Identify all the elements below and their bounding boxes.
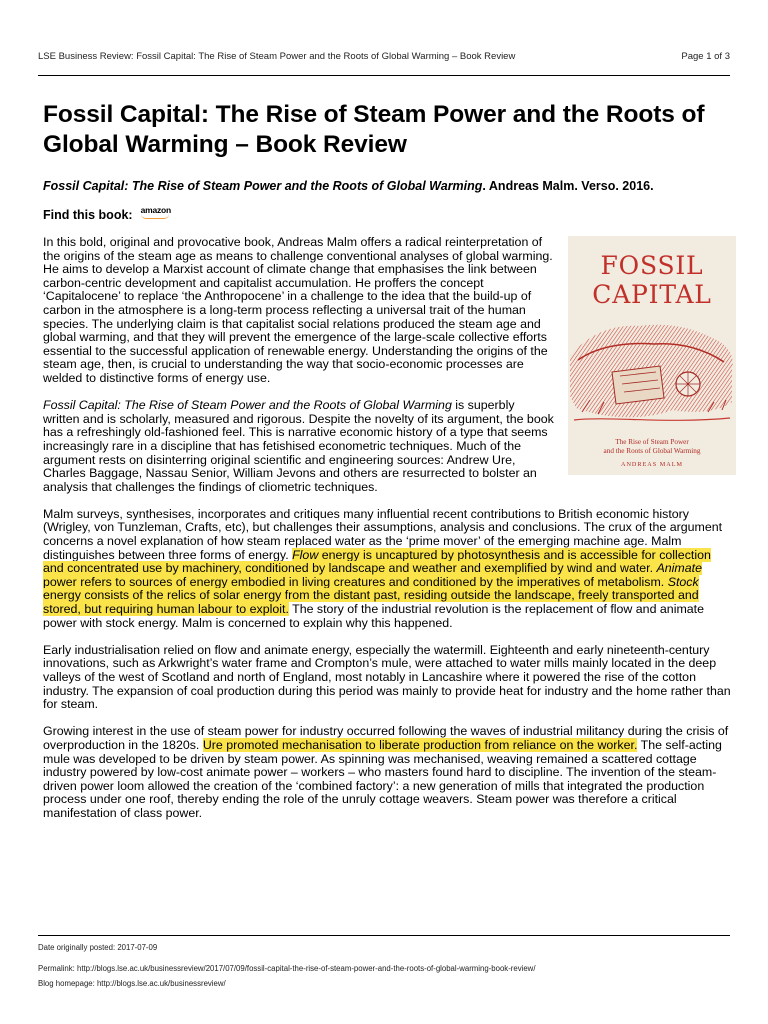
page-header: [38, 51, 730, 76]
definition-stock: energy consists of the relics of solar energy from the distant past, residing outside the landscape, freely transported and stored, but requiring human labour to exploit.: [43, 588, 699, 617]
cover-subtitle-line1: The Rise of Steam Power: [615, 438, 689, 446]
paragraph-5: [43, 725, 733, 820]
term-flow: Flow: [292, 547, 319, 562]
paragraph-3-intro: Malm surveys, synthesises, incorporates and critiques many influential recent contributions to British economic history (Wrigley, von Tunzleman, Crafts, etc), but challenges their assumptions, analysis and conclusions. The crux of the argument concerns a novel explanation of how steam replaced water as the ‘prime mover’ of the emerging machine age. Malm distinguishes between three forms of energy.: [43, 506, 723, 562]
book-citation: [43, 179, 733, 194]
cover-title-line1: FOSSIL: [600, 251, 704, 280]
amazon-logo-text: amazon: [140, 205, 172, 215]
page-number: Page 1 of 3: [681, 51, 730, 62]
book-title: Fossil Capital: The Rise of Steam Power and the Roots of Global Warming: [43, 179, 483, 193]
definition-flow: energy is uncaptured by photosynthesis and is accessible for collection and concentrated use by machinery, conditioned by landscape and weather and exemplified by wind and water.: [43, 547, 711, 576]
term-animate: Animate: [656, 561, 702, 576]
article-body: [43, 236, 733, 834]
cover-title-line2: CAPITAL: [592, 280, 712, 309]
paragraph-3: [43, 508, 733, 630]
book-cover-image: [568, 236, 736, 475]
highlight-ure-quote: Ure promoted mechanisation to liberate production from reliance on the worker.: [202, 737, 638, 752]
cover-title: [568, 251, 736, 309]
amazon-logo-icon[interactable]: [141, 206, 171, 219]
paragraph-3-outro: The story of the industrial revolution is the replacement of flow and animate power with stock energy. Malm is concerned to explain why this happened.: [43, 602, 704, 630]
paragraph-5-rest: The self-acting mule was developed to be driven by steam power. As spinning was mechanised, weaving remained a scattered cottage industry powered by low-cost animate power – workers – who masters found hard to discipline. The invention of the steam-driven power loom allowed the creation of the ‘combined factory’: a new generation of mills that integrated the production process under one roof, thereby ending the role of the unruly cottage weavers. Steam power was therefore a critical manifestation of class power.: [43, 737, 722, 820]
find-this-book: [43, 205, 172, 222]
paragraph-1: In this bold, original and provocative book, Andreas Malm offers a radical reinterpretation of the origins of the steam age as means to challenge conventional analyses of global warming. He aims to develop a Marxist account of climate change that emphasises the link between carbon-centric development and capitalist accumulation. He proffers the concept ‘Capitalocene’ to replace ‘the Anthropocene’ in a challenge to the idea that the build-up of carbon in the atmosphere is a long-term process reflecting a universal trait of the human species. The underlying claim is that capitalist social relations produced the steam age and global warming, and that they will prevent the emergence of the large-scale collective efforts essential to the successful application of renewable energy. Understanding the origins of the steam age, then, is crucial to understanding the way that socio-economic processes are welded to distinctive forms of energy use.: [43, 235, 553, 385]
find-label: Find this book:: [43, 208, 133, 222]
cover-subtitle-line2: and the Roots of Global Warming: [603, 446, 701, 455]
book-details: . Andreas Malm. Verso. 2016.: [482, 179, 654, 193]
paragraph-2-text: is superbly written and is scholarly, measured and rigorous. Despite the novelty of its argument, the book has a refreshingly old-fashioned feel. This is narrative economic history of a type that seems increasingly rare in a discipline that has fetishised econometric techniques. Much of the argument rests on disinterring original scientific and engineering sources: Andrew Ure, Charles Baggage, Nassau Senior, William Jevons and others are resurrected to bolster an analysis that challenges the findings of cliometric techniques.: [43, 398, 554, 494]
term-stock: Stock: [667, 574, 699, 589]
steam-engine-illustration-icon: [568, 316, 736, 431]
paragraph-4: Early industrialisation relied on flow and animate energy, especially the watermill. Eighteenth and early nineteenth-century innovations, such as Arkwright’s water frame and Crompton’s mule, were attached to water mills mainly located in the deep valleys of the west of Scotland and north of England, most notably in Lancashire where it powered the rise of the cotton industry. The expansion of coal production during this period was mainly to provide heat for industry and the home rather than for steam.: [43, 642, 731, 712]
definition-animate: power refers to sources of energy embodied in living creatures and conditioned by the imperatives of metabolism.: [43, 574, 668, 589]
page-footer: [38, 935, 730, 988]
blog-homepage[interactable]: Blog homepage: http://blogs.lse.ac.uk/businessreview/: [38, 979, 226, 988]
cover-author: ANDREAS MALM: [620, 461, 684, 468]
article-title: Fossil Capital: The Rise of Steam Power and the Roots of Global Warming – Book Review: [43, 101, 705, 158]
paragraph-2-book-title: Fossil Capital: The Rise of Steam Power and the Roots of Global Warming: [43, 398, 452, 413]
running-title: LSE Business Review: Fossil Capital: The Rise of Steam Power and the Roots of Global Warming – Book Review: [38, 51, 516, 62]
paragraph-5-intro: Growing interest in the use of steam power for industry occurred following the waves of industrial militancy during the crisis of overproduction in the 1820s.: [43, 724, 729, 752]
date-posted: Date originally posted: 2017-07-09: [38, 943, 158, 952]
cover-subtitle: [568, 438, 736, 455]
permalink[interactable]: Permalink: http://blogs.lse.ac.uk/businessreview/2017/07/09/fossil-capital-the-rise-of-steam-power-and-the-roots-of-global-warming-book-review/: [38, 964, 536, 973]
